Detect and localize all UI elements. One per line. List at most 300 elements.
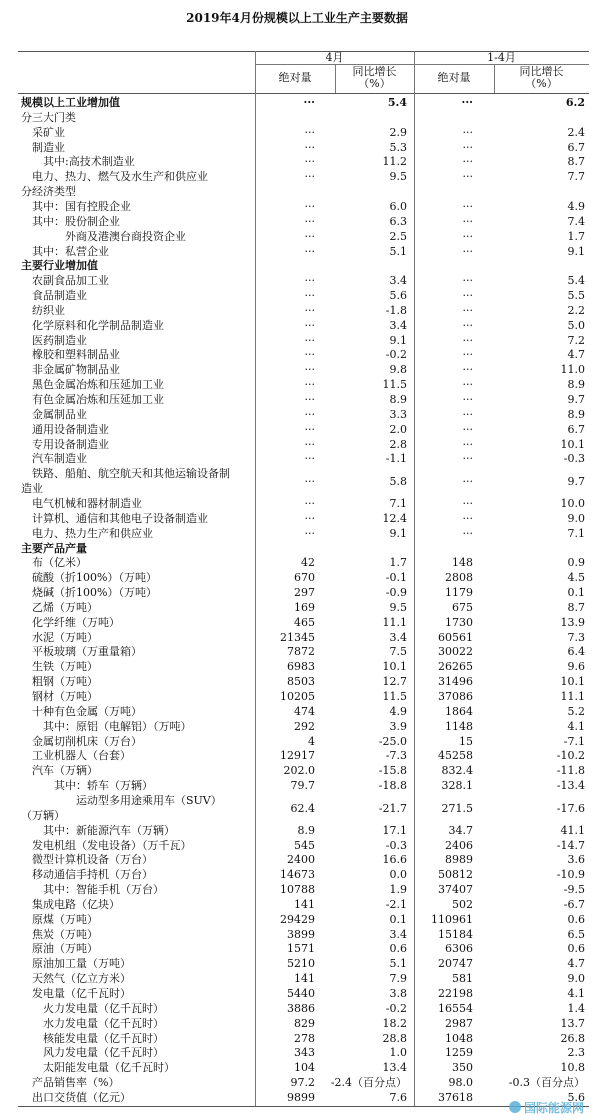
row-label: 纺织业 <box>32 303 65 317</box>
value-yoy-april: 7.5 <box>389 645 407 659</box>
row-label: 电力、热力、燃气及水生产和供应业 <box>32 170 208 184</box>
col-divider <box>255 93 256 1106</box>
value-abs-april: 670 <box>294 571 315 585</box>
header-abs-april: 绝对量 <box>278 71 312 84</box>
table-row <box>18 912 589 927</box>
value-yoy-jan-apr: 13.7 <box>560 1016 585 1030</box>
table-row <box>18 570 589 585</box>
value-yoy-jan-apr: 11.1 <box>560 690 585 703</box>
value-yoy-jan-apr: 7.3 <box>567 630 585 644</box>
table-row <box>18 303 589 318</box>
value-yoy-jan-apr: 3.6 <box>567 853 585 867</box>
row-label: 医药制造业 <box>32 333 87 347</box>
value-yoy-april: 2.9 <box>389 125 407 139</box>
value-yoy-april: -7.3 <box>385 749 407 763</box>
value-yoy-april: -21.7 <box>378 802 407 816</box>
value-yoy-april: 5.3 <box>389 140 407 154</box>
value-abs-april: 343 <box>294 1046 315 1060</box>
value-yoy-jan-apr: 41.1 <box>560 823 585 837</box>
row-label: 焦炭（万吨） <box>32 927 98 941</box>
value-yoy-april: 4.9 <box>389 704 407 718</box>
value-abs-jan-apr: 15 <box>459 734 473 748</box>
row-label: 食品制造业 <box>32 289 87 303</box>
value-abs-jan-apr: ··· <box>462 229 473 243</box>
row-label: 其中：原铝（电解铝）（万吨） <box>43 719 192 733</box>
value-abs-april: 5210 <box>287 957 315 971</box>
value-abs-april: ··· <box>304 244 315 258</box>
table-row <box>18 585 589 600</box>
value-abs-april: 29429 <box>280 912 315 926</box>
value-abs-jan-apr: 1148 <box>445 719 473 733</box>
value-yoy-april: -1.8 <box>385 303 407 317</box>
header-yoy-unit: （%） <box>358 77 391 90</box>
table-row <box>18 1016 589 1031</box>
header-yoy-april <box>335 66 414 90</box>
value-yoy-jan-apr: -13.4 <box>556 779 585 793</box>
row-label: 电气机械和器材制造业 <box>32 496 142 510</box>
value-yoy-april: -1.1 <box>385 452 407 466</box>
value-abs-april: ··· <box>304 475 315 489</box>
value-yoy-jan-apr: 4.5 <box>567 571 585 585</box>
table-bottom-border <box>18 1106 589 1107</box>
table-row <box>18 526 589 541</box>
value-abs-jan-apr: ··· <box>462 274 473 288</box>
row-label: 太阳能发电量（亿千瓦时） <box>43 1061 175 1075</box>
value-abs-april: ··· <box>304 526 315 540</box>
row-label: 生铁（万吨） <box>32 660 98 674</box>
table-row <box>18 615 589 630</box>
row-label: 天然气（亿立方米） <box>32 972 131 986</box>
value-abs-april: ··· <box>304 452 315 466</box>
value-abs-jan-apr: 110961 <box>431 912 473 926</box>
value-abs-jan-apr: ··· <box>462 333 473 347</box>
table-row <box>18 392 589 407</box>
row-label: 有色金属冶炼和压延加工业 <box>32 393 164 406</box>
table-row <box>18 882 589 897</box>
value-abs-april: 104 <box>294 1061 315 1075</box>
value-yoy-april: 2.8 <box>389 437 407 451</box>
value-abs-jan-apr: 1864 <box>445 704 473 718</box>
value-yoy-jan-apr: -17.6 <box>556 802 585 816</box>
value-yoy-jan-apr: 7.4 <box>567 214 585 228</box>
value-yoy-april: 12.4 <box>382 511 407 525</box>
table-row <box>18 288 589 303</box>
row-label: 工业机器人（台套） <box>32 749 131 763</box>
value-abs-jan-apr: 1048 <box>445 1031 473 1045</box>
value-abs-jan-apr: 30022 <box>438 645 473 659</box>
row-label: 发电量（亿千瓦时） <box>32 987 131 1000</box>
table-row <box>18 1060 589 1075</box>
table-row <box>18 867 589 882</box>
row-label: 化学原料和化学制品制造业 <box>32 318 164 332</box>
value-abs-jan-apr: ··· <box>462 437 473 451</box>
table-row <box>18 496 589 511</box>
value-yoy-jan-apr: 10.1 <box>560 675 585 689</box>
value-abs-april: 10788 <box>280 883 315 897</box>
value-abs-jan-apr: ··· <box>462 214 473 228</box>
row-label: 采矿业 <box>32 125 65 139</box>
table-row <box>18 1001 589 1016</box>
value-yoy-jan-apr: -10.9 <box>556 868 585 882</box>
value-abs-jan-apr: ··· <box>462 475 473 489</box>
value-yoy-april: 10.1 <box>382 660 407 674</box>
value-abs-jan-apr: ··· <box>462 422 473 436</box>
row-label: 发电机组（发电设备）（万千瓦） <box>32 838 192 852</box>
value-abs-jan-apr: 60561 <box>438 630 473 644</box>
value-yoy-jan-apr: 4.7 <box>567 957 585 971</box>
value-yoy-jan-apr: 6.7 <box>567 422 585 436</box>
value-yoy-april: 28.8 <box>382 1031 407 1045</box>
row-label: 其中：私营企业 <box>32 244 109 258</box>
row-label: 其中：国有控股企业 <box>32 199 131 213</box>
row-label: 水泥（万吨） <box>32 630 98 644</box>
value-yoy-april: 7.9 <box>389 972 407 986</box>
value-abs-jan-apr: 832.4 <box>441 764 473 778</box>
table-row <box>18 199 589 214</box>
row-label: 火力发电量（亿千瓦时） <box>43 1001 164 1015</box>
value-abs-jan-apr: ··· <box>462 452 473 466</box>
value-abs-april: ··· <box>304 511 315 525</box>
value-yoy-jan-apr: 9.7 <box>567 475 585 489</box>
row-label: 外商及港澳台商投资企业 <box>65 229 186 243</box>
value-abs-jan-apr: 31496 <box>438 675 473 689</box>
table-row <box>18 630 589 645</box>
value-yoy-april: 0.6 <box>389 942 407 956</box>
value-abs-jan-apr: ··· <box>462 496 473 510</box>
table-row <box>18 154 589 169</box>
value-yoy-jan-apr: -9.5 <box>563 883 585 897</box>
value-abs-april: 829 <box>294 1016 315 1030</box>
value-yoy-april: 5.8 <box>389 475 407 489</box>
value-abs-jan-apr: 581 <box>452 972 473 986</box>
value-yoy-jan-apr: 4.7 <box>567 348 585 362</box>
row-label: 制造业 <box>32 140 65 154</box>
value-abs-jan-apr: ··· <box>462 140 473 154</box>
value-abs-jan-apr: 98.0 <box>448 1076 473 1090</box>
row-label: 核能发电量（亿千瓦时） <box>43 1031 164 1045</box>
value-yoy-april: 9.1 <box>389 333 407 347</box>
value-abs-jan-apr: 2987 <box>445 1016 473 1030</box>
value-abs-jan-apr: 1259 <box>445 1046 473 1060</box>
row-label: 汽车制造业 <box>32 452 87 466</box>
value-yoy-jan-apr: 6.4 <box>567 645 585 659</box>
row-label: 原油（万吨） <box>32 942 98 956</box>
header-bottom-border <box>18 93 589 94</box>
table-row <box>18 838 589 853</box>
value-abs-april: ··· <box>304 363 315 377</box>
value-yoy-april: 8.9 <box>389 393 407 406</box>
value-yoy-april: 7.6 <box>389 1090 407 1104</box>
row-label: 原煤（万吨） <box>32 912 98 926</box>
value-abs-april: 5440 <box>287 987 315 1000</box>
value-abs-jan-apr: 2808 <box>445 571 473 585</box>
value-abs-april: 9899 <box>287 1090 315 1104</box>
value-abs-april: 474 <box>294 704 315 718</box>
value-abs-april: ··· <box>304 378 315 392</box>
value-yoy-april: 2.5 <box>389 229 407 243</box>
value-yoy-april: -15.8 <box>378 764 407 778</box>
value-yoy-april: 5.1 <box>389 957 407 971</box>
table-row <box>18 748 589 763</box>
value-yoy-april: 5.1 <box>389 244 407 258</box>
value-yoy-april: -25.0 <box>378 734 407 748</box>
row-label: 农副食品加工业 <box>32 274 109 288</box>
table-row <box>18 689 589 704</box>
value-yoy-jan-apr: 1.4 <box>567 1001 585 1015</box>
value-yoy-jan-apr: 26.8 <box>560 1031 585 1045</box>
value-abs-april: ··· <box>304 199 315 213</box>
value-abs-april: 62.4 <box>290 802 315 816</box>
value-yoy-april: 5.4 <box>387 96 407 109</box>
value-abs-april: ··· <box>304 422 315 436</box>
value-abs-april: 141 <box>294 897 315 911</box>
table-row <box>18 258 589 273</box>
value-abs-april: 10205 <box>280 690 315 703</box>
table-row <box>18 956 589 971</box>
row-label: 风力发电量（亿千瓦时） <box>43 1046 164 1060</box>
value-abs-jan-apr: ··· <box>462 318 473 332</box>
value-abs-jan-apr: 6306 <box>445 942 473 956</box>
value-yoy-jan-apr: -7.1 <box>563 734 585 748</box>
table-row <box>18 971 589 986</box>
value-abs-jan-apr: ··· <box>462 170 473 184</box>
table-row <box>18 555 589 570</box>
value-abs-jan-apr: 328.1 <box>441 779 473 793</box>
value-abs-april: 7872 <box>287 645 315 659</box>
value-abs-april: 97.2 <box>290 1076 315 1090</box>
header-yoy-label: 同比增长 <box>352 65 397 78</box>
value-yoy-jan-apr: 6.7 <box>567 140 585 154</box>
value-abs-jan-apr: ··· <box>462 378 473 392</box>
value-abs-april: ··· <box>304 348 315 362</box>
value-abs-april: 141 <box>294 972 315 986</box>
row-label: 乙烯（万吨） <box>32 600 98 614</box>
table-row <box>18 823 589 838</box>
row-label: 黑色金属冶炼和压延加工业 <box>32 378 164 392</box>
watermark-text: 国际能源网 <box>523 1101 584 1115</box>
value-abs-jan-apr: 675 <box>452 600 473 614</box>
value-yoy-jan-apr: 4.1 <box>567 719 585 733</box>
row-label: 橡胶和塑料制品业 <box>32 348 120 362</box>
value-yoy-jan-apr: 0.9 <box>567 556 585 570</box>
row-label: 运动型多用途乘用车（SUV） <box>76 793 222 807</box>
value-abs-april: ··· <box>304 140 315 154</box>
value-abs-april: ··· <box>303 96 315 109</box>
value-yoy-jan-apr: -0.3 <box>563 452 585 466</box>
value-abs-jan-apr: 15184 <box>438 927 473 941</box>
row-label: 分经济类型 <box>21 185 76 199</box>
row-label: 出口交货值（亿元） <box>32 1090 131 1104</box>
row-label: 十种有色金属（万吨） <box>32 704 142 718</box>
table-row <box>18 437 589 452</box>
value-yoy-jan-apr: 0.6 <box>567 912 585 926</box>
value-abs-april: 21345 <box>280 630 315 644</box>
value-yoy-april: 13.4 <box>382 1061 407 1075</box>
value-abs-jan-apr: ··· <box>462 125 473 139</box>
table-row <box>18 362 589 377</box>
value-yoy-jan-apr: 0.1 <box>567 586 585 600</box>
table-row <box>18 318 589 333</box>
value-yoy-april: 11.1 <box>382 615 407 629</box>
value-abs-jan-apr: ··· <box>462 289 473 303</box>
row-label: 规模以上工业增加值 <box>21 96 120 109</box>
value-yoy-april: 6.0 <box>389 199 407 213</box>
header-period-april: 4月 <box>325 51 344 64</box>
value-yoy-jan-apr: 5.0 <box>567 318 585 332</box>
table-row <box>18 466 589 496</box>
value-abs-jan-apr: 350 <box>452 1061 473 1075</box>
value-yoy-jan-apr: 10.0 <box>560 496 585 510</box>
value-yoy-april: -0.2 <box>385 1001 407 1015</box>
value-abs-april: ··· <box>304 125 315 139</box>
value-yoy-april: 1.9 <box>389 883 407 897</box>
value-yoy-jan-apr: 0.6 <box>567 942 585 956</box>
table-row <box>18 674 589 689</box>
value-yoy-jan-apr: 6.5 <box>567 927 585 941</box>
header-period-jan-apr: 1-4月 <box>487 51 516 64</box>
value-abs-april: ··· <box>304 229 315 243</box>
value-abs-april: 297 <box>294 586 315 600</box>
row-label: 非金属矿物制品业 <box>32 363 120 377</box>
row-label: 钢材（万吨） <box>32 690 98 703</box>
table-row <box>18 941 589 956</box>
value-yoy-jan-apr: 10.1 <box>560 437 585 451</box>
value-abs-april: 42 <box>301 556 315 570</box>
value-abs-april: ··· <box>304 289 315 303</box>
row-label: 电力、热力生产和供应业 <box>32 526 153 540</box>
value-abs-april: ··· <box>304 214 315 228</box>
watermark-logo-icon <box>509 1101 521 1113</box>
value-yoy-jan-apr: 5.6 <box>567 1090 585 1104</box>
value-yoy-april: -0.9 <box>385 586 407 600</box>
value-yoy-jan-apr: 8.7 <box>567 155 585 169</box>
value-abs-april: 3899 <box>287 927 315 941</box>
value-abs-april: ··· <box>304 333 315 347</box>
value-yoy-jan-apr: 9.0 <box>567 511 585 525</box>
value-yoy-jan-apr: 7.7 <box>567 170 585 184</box>
value-abs-april: 12917 <box>280 749 315 763</box>
table-row <box>18 704 589 719</box>
table-row <box>18 1075 589 1090</box>
value-yoy-jan-apr: 10.8 <box>560 1061 585 1075</box>
value-yoy-jan-apr: -11.8 <box>556 764 585 778</box>
value-yoy-jan-apr: 8.9 <box>567 378 585 392</box>
value-yoy-jan-apr: 5.4 <box>567 274 585 288</box>
header-yoy-unit: （%） <box>525 77 558 90</box>
value-yoy-april: 11.5 <box>382 690 407 703</box>
value-yoy-april: 11.2 <box>382 155 407 169</box>
row-label: 布（亿米） <box>32 556 87 570</box>
row-label: 化学纤维（万吨） <box>32 615 120 629</box>
value-abs-april: 169 <box>294 600 315 614</box>
value-abs-jan-apr: ··· <box>462 363 473 377</box>
value-yoy-april: 3.4 <box>389 630 407 644</box>
row-label: 主要产品产量 <box>21 541 87 555</box>
value-yoy-jan-apr: 8.9 <box>567 407 585 421</box>
value-yoy-jan-apr: 13.9 <box>560 615 585 629</box>
row-label: 铁路、船舶、航空航天和其他运输设备制 <box>32 467 230 481</box>
row-label: 其中：股份制企业 <box>32 214 120 228</box>
header-yoy-jan-apr <box>494 66 589 90</box>
value-abs-april: ··· <box>304 170 315 184</box>
table-row <box>18 1045 589 1060</box>
value-yoy-april: 3.8 <box>389 987 407 1000</box>
value-yoy-april: 9.8 <box>389 363 407 377</box>
value-yoy-jan-apr: 9.1 <box>567 244 585 258</box>
table-row <box>18 763 589 778</box>
value-yoy-april: 6.3 <box>389 214 407 228</box>
value-abs-jan-apr: ··· <box>462 511 473 525</box>
value-abs-april: ··· <box>304 318 315 332</box>
value-abs-april: 278 <box>294 1031 315 1045</box>
value-yoy-jan-apr: 6.2 <box>565 96 585 109</box>
value-yoy-april: 3.4 <box>389 927 407 941</box>
value-abs-jan-apr: ··· <box>462 303 473 317</box>
value-abs-april: 6983 <box>287 660 315 674</box>
table-row <box>18 1031 589 1046</box>
value-yoy-jan-apr: 5.2 <box>567 704 585 718</box>
row-label: 专用设备制造业 <box>32 437 109 451</box>
value-abs-april: ··· <box>304 303 315 317</box>
table-row <box>18 451 589 466</box>
value-yoy-april: 7.1 <box>389 496 407 510</box>
value-yoy-april: -0.2 <box>385 348 407 362</box>
value-yoy-april: -2.4（百分点） <box>330 1076 407 1090</box>
value-yoy-jan-apr: 2.3 <box>567 1046 585 1060</box>
row-label: 通用设备制造业 <box>32 422 109 436</box>
value-yoy-april: 2.0 <box>389 422 407 436</box>
value-abs-april: ··· <box>304 155 315 169</box>
row-label: 汽车（万辆） <box>32 764 98 778</box>
row-label: 计算机、通信和其他电子设备制造业 <box>32 511 208 525</box>
row-label: 硫酸（折100%）（万吨） <box>32 571 157 585</box>
value-yoy-april: 3.4 <box>389 274 407 288</box>
table-row <box>18 1090 589 1105</box>
value-abs-april: 2400 <box>287 853 315 867</box>
value-abs-jan-apr: 2406 <box>445 838 473 852</box>
value-abs-april: 4 <box>308 734 315 748</box>
table-row <box>18 793 589 823</box>
value-abs-april: ··· <box>304 393 315 406</box>
value-yoy-jan-apr: 2.4 <box>567 125 585 139</box>
value-abs-april: 8.9 <box>297 823 315 837</box>
row-label: 粗钢（万吨） <box>32 675 98 689</box>
row-label: 集成电路（亿块） <box>32 897 120 911</box>
value-yoy-jan-apr: 9.6 <box>567 660 585 674</box>
value-abs-april: 545 <box>294 838 315 852</box>
row-label: 移动通信手持机（万台） <box>32 868 153 882</box>
value-yoy-jan-apr: 7.1 <box>567 526 585 540</box>
table-row <box>18 229 589 244</box>
header-abs-jan-apr: 绝对量 <box>437 71 471 84</box>
value-yoy-april: 17.1 <box>382 823 407 837</box>
table-row <box>18 600 589 615</box>
value-abs-jan-apr: ··· <box>462 407 473 421</box>
row-label: 水力发电量（亿千瓦时） <box>43 1016 164 1030</box>
value-abs-jan-apr: 502 <box>452 897 473 911</box>
table-row <box>18 407 589 422</box>
table-row <box>18 110 589 125</box>
value-yoy-jan-apr: 2.2 <box>567 303 585 317</box>
row-label: 烧碱（折100%）（万吨） <box>32 586 157 600</box>
value-abs-jan-apr: 37618 <box>438 1090 473 1104</box>
value-yoy-april: 1.7 <box>389 556 407 570</box>
value-yoy-jan-apr: 4.9 <box>567 199 585 213</box>
value-abs-april: ··· <box>304 274 315 288</box>
value-yoy-april: 11.5 <box>382 378 407 392</box>
table-row <box>18 273 589 288</box>
value-yoy-jan-apr: 11.0 <box>560 363 585 377</box>
